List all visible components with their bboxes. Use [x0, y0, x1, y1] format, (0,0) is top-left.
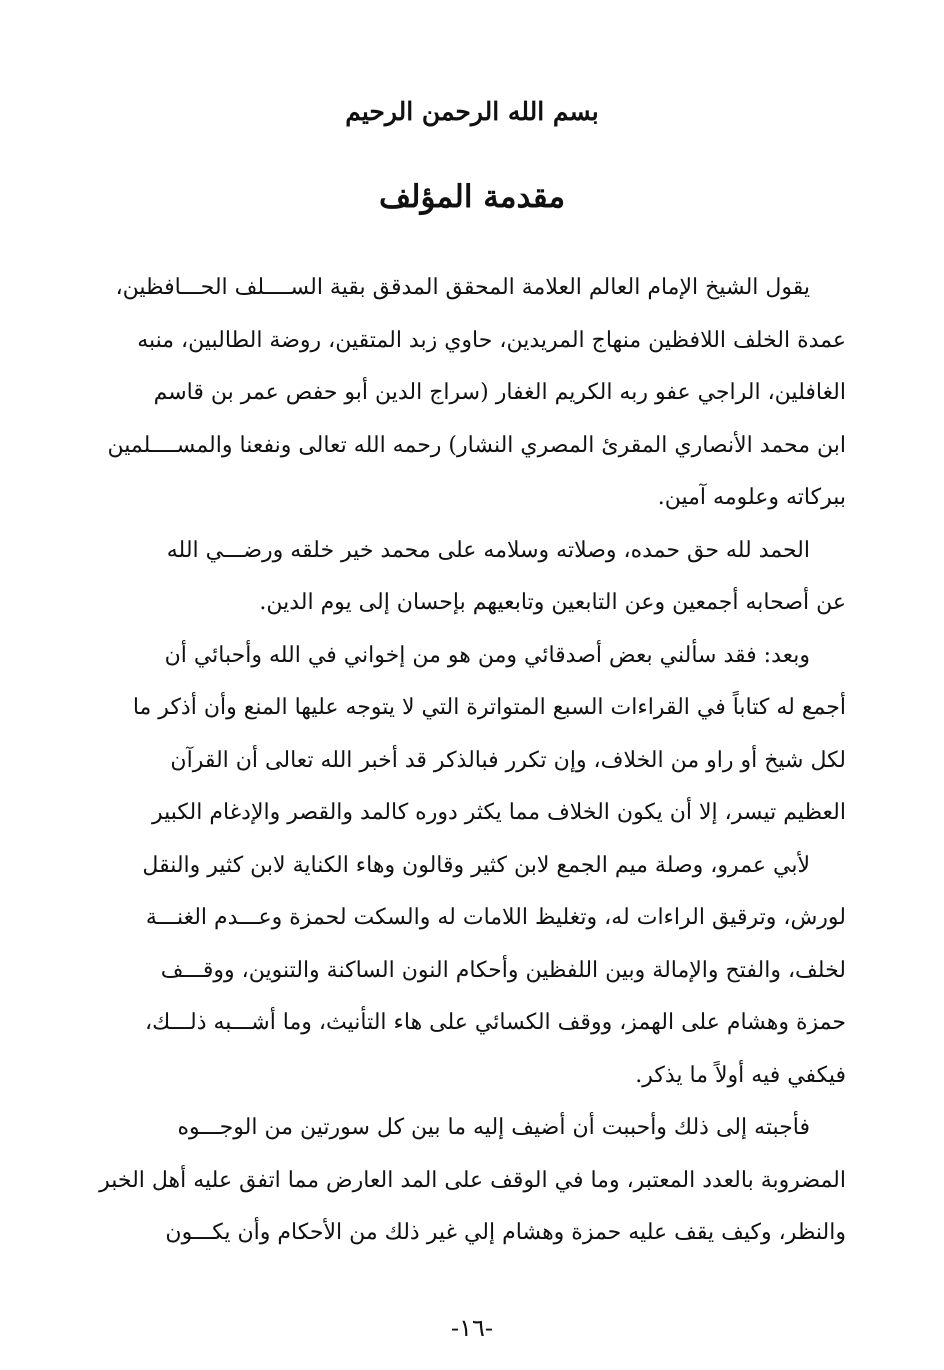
text-line: العظيم تيسر، إلا أن يكون الخلاف مما يكثر دوره كالمد والقصر والإدغام الكبير — [151, 800, 846, 825]
text-line: ببركاته وعلومه آمين. — [657, 485, 846, 510]
text-line: فيكفي فيه أولاً ما يذكر. — [635, 1062, 846, 1088]
text-line: ابن محمد الأنصاري المقرئ المصري النشار) رحمه الله تعالى ونفعنا والمســــلمين — [107, 432, 846, 458]
text-line: الغافلين، الراجي عفو ربه الكريم الغفار (سراج الدين أبو حفص عمر بن قاسم — [153, 380, 846, 405]
text-line: عن أصحابه أجمعين وعن التابعين وتابعيهم بإحسان إلى يوم الدين. — [259, 590, 846, 615]
text-line: لكل شيخ أو راو من الخلاف، وإن تكرر فبالذكر قد أخبر الله تعالى أن القرآن — [170, 747, 846, 773]
page-number: -١٦- — [451, 1314, 493, 1342]
text-line: لأبي عمرو، وصلة ميم الجمع لابن كثير وقالون وهاء الكناية لابن كثير والنقل — [142, 852, 810, 878]
text-line: لورش، وترقيق الراءات له، وتغليظ اللامات له والسكت لحمزة وعـــدم الغنـــة — [145, 905, 846, 930]
text-line: والنظر، وكيف يقف عليه حمزة وهشام إلي غير ذلك من الأحكام وأن يكـــون — [165, 1220, 846, 1245]
text-line: فأجبته إلى ذلك وأحببت أن أضيف إليه ما بين كل سورتين من الوجـــوه — [177, 1115, 810, 1140]
body-text — [98, 262, 846, 1260]
text-line: لخلف، والفتح والإمالة وبين اللفظين وأحكام النون الساكنة والتنوين، ووقـــف — [160, 957, 846, 983]
text-line: المضروبة بالعدد المعتبر، وما في الوقف على المد العارض مما اتفق عليه أهل الخبر — [99, 1167, 846, 1193]
text-line: وبعد: فقد سألني بعض أصدقائي ومن هو من إخواني في الله وأحبائي أن — [164, 642, 810, 668]
text-line: حمزة وهشام على الهمز، ووقف الكسائي على هاء التأنيث، وما أشـــبه ذلـــك، — [145, 1010, 846, 1035]
page-heading: مقدمة المؤلف — [378, 179, 566, 215]
text-line: عمدة الخلف اللافظين منهاج المريدين، حاوي زبد المتقين، روضة الطالبين، منبه — [137, 327, 846, 353]
basmala: بسم الله الرحمن الرحيم — [345, 97, 599, 126]
text-line: يقول الشيخ الإمام العالم العلامة المحقق المدقق بقية الســــلف الحـــافظين، — [115, 275, 810, 300]
text-line: أجمع له كتاباً في القراءات السبع المتواترة التي لا يتوجه عليها المنع وأن أذكر ما — [132, 695, 846, 720]
text-line: الحمد لله حق حمده، وصلاته وسلامه على محمد خير خلقه ورضـــي الله — [166, 537, 810, 563]
